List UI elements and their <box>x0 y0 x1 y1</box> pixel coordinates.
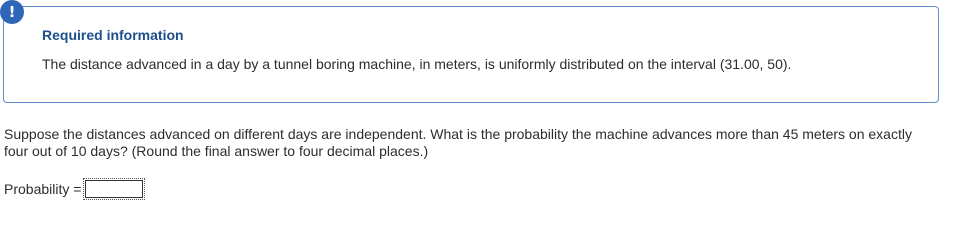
required-information-box <box>3 6 939 103</box>
required-information-text: The distance advanced in a day by a tunnel boring machine, in meters, is uniformly distributed on the interval (31.00, 50). <box>42 56 792 72</box>
probability-label: Probability = <box>4 181 82 197</box>
required-information-heading: Required information <box>42 27 184 43</box>
probability-input-field[interactable] <box>85 180 143 198</box>
answer-row <box>4 178 145 200</box>
probability-input[interactable] <box>83 178 145 200</box>
exclamation-icon: ! <box>0 0 24 24</box>
question-text: Suppose the distances advanced on different days are independent. What is the probability the machine advances more than 45 meters on exactly four out of 10 days? (Round the final answer to four decimal places.) <box>4 126 912 159</box>
